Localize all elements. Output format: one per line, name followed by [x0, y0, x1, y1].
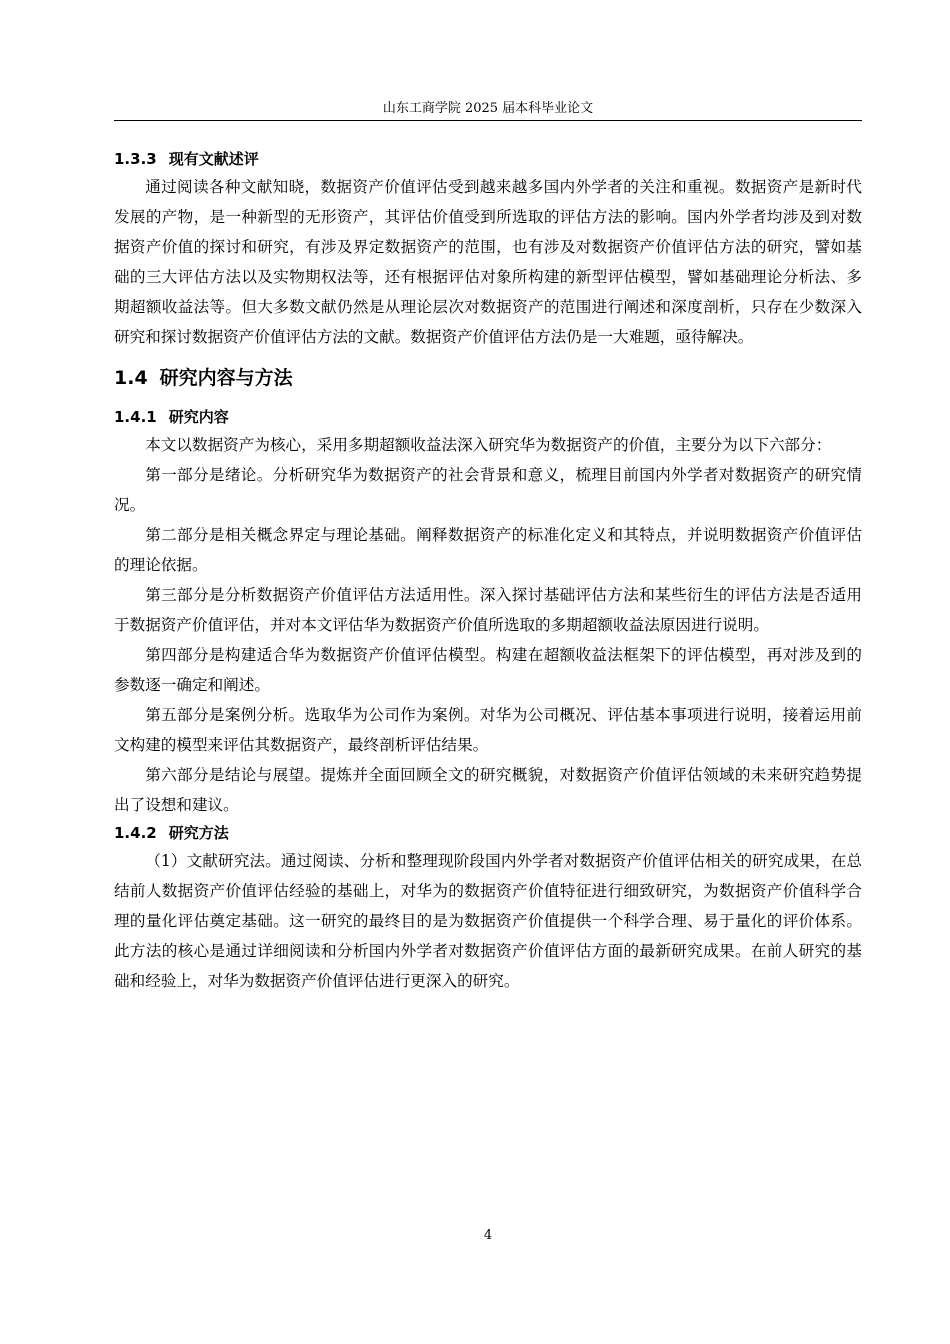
- section-title: 现有文献述评: [168, 150, 259, 168]
- page-body: [114, 146, 862, 996]
- paragraph-part-two: 第二部分是相关概念界定与理论基础。阐释数据资产的标准化定义和其特点，并说明数据资产价值评估的理论依据。: [114, 526, 862, 574]
- header-divider: [114, 120, 862, 121]
- section-heading-1-3-3: [114, 146, 862, 172]
- section-heading-1-4: [114, 362, 862, 394]
- section-heading-1-4-1: [114, 404, 862, 430]
- section-number: 1.4.2: [114, 824, 157, 842]
- section-number: 1.3.3: [114, 150, 157, 168]
- paragraph-literature-review: 通过阅读各种文献知晓，数据资产价值评估受到越来越多国内外学者的关注和重视。数据资产是新时代发展的产物，是一种新型的无形资产，其评估价值受到所选取的评估方法的影响。国内外学者均涉及到对数据资产价值的探讨和研究，有涉及界定数据资产的范围，也有涉及对数据资产价值评估方法的研究，譬如基础的三大评估方法以及实物期权法等，还有根据评估对象所构建的新型评估模型，譬如基础理论分析法、多期超额收益法等。但大多数文献仍然是从理论层次对数据资产的范围进行阐述和深度剖析，只存在少数深入研究和探讨数据资产价值评估方法的文献。数据资产价值评估方法仍是一大难题，亟待解决。: [114, 178, 862, 346]
- section-number: 1.4.1: [114, 408, 157, 426]
- running-header: 山东工商学院 2025 届本科毕业论文: [382, 101, 594, 116]
- paragraph-part-six: 第六部分是结论与展望。提炼并全面回顾全文的研究概貌，对数据资产价值评估领域的未来研究趋势提出了设想和建议。: [114, 766, 862, 814]
- paragraph-part-three: 第三部分是分析数据资产价值评估方法适用性。深入探讨基础评估方法和某些衍生的评估方法是否适用于数据资产价值评估，并对本文评估华为数据资产价值所选取的多期超额收益法原因进行说明。: [114, 586, 862, 634]
- section-title: 研究方法: [168, 824, 229, 842]
- section-title: 研究内容与方法: [159, 367, 293, 389]
- paragraph-part-five: 第五部分是案例分析。选取华为公司作为案例。对华为公司概况、评估基本事项进行说明，接着运用前文构建的模型来评估其数据资产，最终剖析评估结果。: [114, 706, 862, 754]
- section-number: 1.4: [114, 367, 148, 389]
- page-number: 4: [483, 1228, 493, 1243]
- paragraph-part-one: 第一部分是绪论。分析研究华为数据资产的社会背景和意义，梳理目前国内外学者对数据资产的研究情况。: [114, 466, 862, 514]
- paragraph-part-four: 第四部分是构建适合华为数据资产价值评估模型。构建在超额收益法框架下的评估模型，再对涉及到的参数逐一确定和阐述。: [114, 646, 862, 694]
- section-title: 研究内容: [168, 408, 229, 426]
- paragraph-intro: 本文以数据资产为核心，采用多期超额收益法深入研究华为数据资产的价值，主要分为以下六部分：: [145, 436, 832, 454]
- paragraph-literature-method: （1）文献研究法。通过阅读、分析和整理现阶段国内外学者对数据资产价值评估相关的研究成果，在总结前人数据资产价值评估经验的基础上，对华为的数据资产价值特征进行细致研究，为数据资产价值科学合理的量化评估奠定基础。这一研究的最终目的是为数据资产价值提供一个科学合理、易于量化的评价体系。此方法的核心是通过详细阅读和分析国内外学者对数据资产价值评估方面的最新研究成果。在前人研究的基础和经验上，对华为数据资产价值评估进行更深入的研究。: [114, 852, 862, 990]
- section-heading-1-4-2: [114, 820, 862, 846]
